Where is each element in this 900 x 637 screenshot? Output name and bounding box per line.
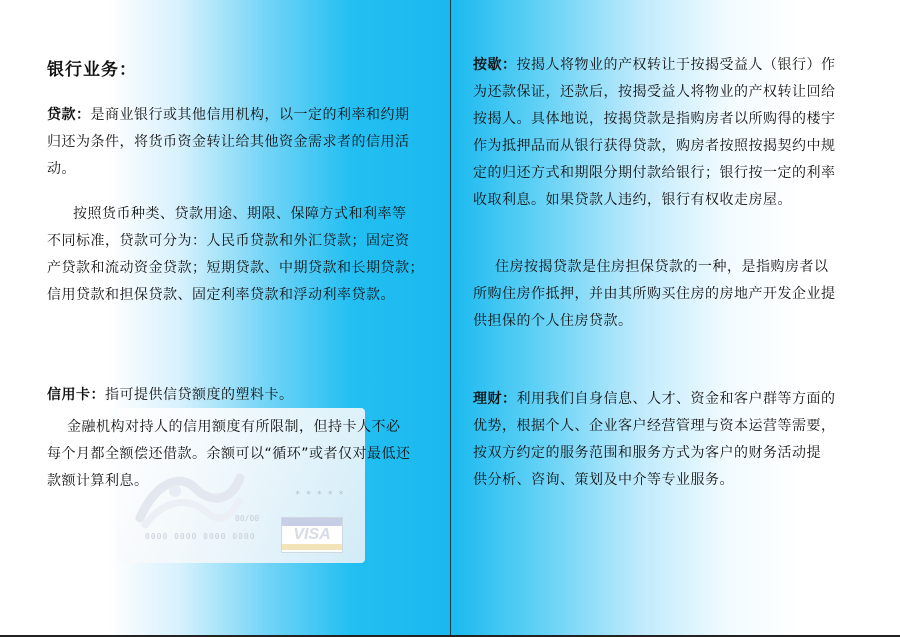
wealth-management xyxy=(473,386,873,494)
mortgage-definition-line: 为还款保证，还款后，按揭受益人将物业的产权转让回给 xyxy=(473,84,836,100)
card-number: 0000 0000 0000 0000 xyxy=(145,532,256,541)
loan-classification-line: 不同标准，贷款可分为：人民币贷款和外汇贷款；固定资 xyxy=(47,233,410,249)
credit-card-detail-line: 款额计算利息。 xyxy=(47,473,149,489)
visa-logo-top-stripe xyxy=(282,518,342,526)
wealth-definition-line: 按双方约定的服务范围和服务方式为客户的财务活动提 xyxy=(473,445,821,461)
housing-mortgage xyxy=(473,254,873,335)
credit-card-detail-line: 金融机构对持人的信用额度有所限制，但持卡人不必 xyxy=(67,419,401,435)
housing-mortgage-line: 住房按揭贷款是住房担保贷款的一种，是指购房者以 xyxy=(495,259,829,275)
mortgage-definition-line: 按揭人将物业的产权转让于按揭受益人（银行）作 xyxy=(516,57,836,73)
loan-classification-line: 按照货币种类、贷款用途、期限、保障方式和利率等 xyxy=(73,206,407,222)
credit-card-detail-line: 每个月都全额偿还借款。余额可以“循环”或者仅对最低还 xyxy=(47,446,411,462)
wealth-term: 理财： xyxy=(473,391,517,407)
mortgage-definition xyxy=(473,52,873,214)
loan-definition-line: 动。 xyxy=(47,161,76,177)
credit-card-definition-text: 指可提供信贷额度的塑料卡。 xyxy=(105,387,294,403)
page-divider xyxy=(450,0,451,637)
wealth-definition-line: 供分析、咨询、策划及中介等专业服务。 xyxy=(473,472,734,488)
mortgage-definition-line: 收取利息。如果贷款人违约，银行有权收走房屋。 xyxy=(473,192,792,208)
loan-classification xyxy=(47,201,442,309)
housing-mortgage-line: 所购住房作抵押，并由其所购买住房的房地产开发企业提 xyxy=(473,286,836,302)
housing-mortgage-line: 供担保的个人住房贷款。 xyxy=(473,313,633,329)
credit-card-term: 信用卡： xyxy=(47,387,105,403)
loan-definition-line: 是商业银行或其他信用机构，以一定的利率和约期 xyxy=(90,107,410,123)
loan-definition-line: 归还为条件，将货币资金转让给其他资金需求者的信用活 xyxy=(47,134,410,150)
card-dots: * * * * * xyxy=(295,490,344,500)
mortgage-definition-line: 定的归还方式和期限分期付款给银行；银行按一定的利率 xyxy=(473,165,836,181)
visa-logo xyxy=(281,517,343,553)
visa-logo-text: VISA xyxy=(293,526,331,543)
mortgage-term: 按歇： xyxy=(473,57,517,73)
credit-card-definition xyxy=(47,382,437,409)
credit-card-detail xyxy=(47,414,437,495)
mortgage-definition-line: 作为抵押品而从银行获得贷款，购房者按照按揭契约中规 xyxy=(473,138,836,154)
mortgage-definition-line: 按揭人。具体地说，按揭贷款是指购房者以所购得的楼宇 xyxy=(473,111,836,127)
loan-classification-line: 信用贷款和担保贷款、固定利率贷款和浮动利率贷款。 xyxy=(47,287,395,303)
loan-term: 贷款： xyxy=(47,107,91,123)
wealth-definition-line: 利用我们自身信息、人才、资金和客户群等方面的 xyxy=(516,391,836,407)
loan-classification-line: 产贷款和流动资金贷款；短期贷款、中期贷款和长期贷款； xyxy=(47,260,424,276)
wealth-definition-line: 优势，根据个人、企业客户经营管理与资本运营等需要， xyxy=(473,418,836,434)
card-expiry: 00/00 xyxy=(235,514,260,523)
visa-logo-bottom-stripe xyxy=(282,544,342,550)
page-title: 银行业务： xyxy=(47,60,137,80)
loan-definition xyxy=(47,102,437,183)
